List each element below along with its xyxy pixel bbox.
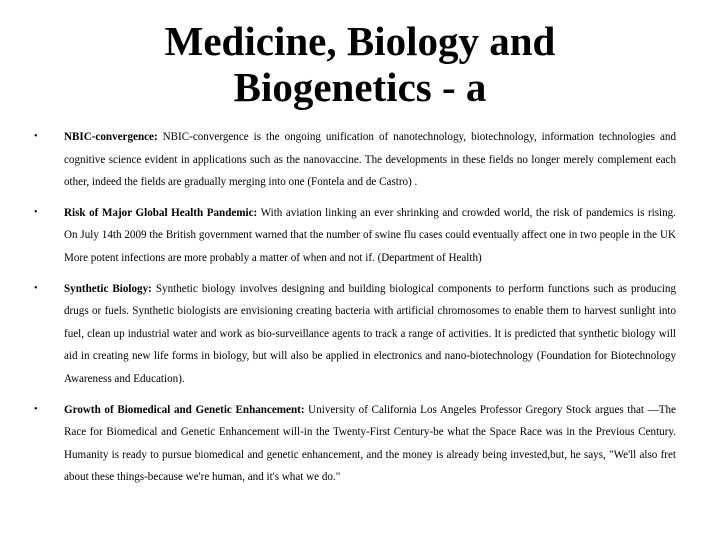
bullet-pandemic-risk: [36, 202, 676, 270]
bullet-dot-icon: •: [34, 206, 38, 218]
bullet-synthetic-biology: [36, 278, 676, 391]
bullet-lead: Synthetic Biology:: [64, 282, 152, 295]
bullet-nbic-convergence: [36, 126, 676, 194]
bullet-dot-icon: •: [34, 131, 38, 142]
bullet-text: University of California Los Angeles Professor Gregory Stock argues that ―The Race for Biomedical and Genetic Enhancement will-in the Twenty-First Century-be what the Space Race was in the Previous Century. Humanity is ready to pursue biomedical and genetic enhancement, and the money is already being invested,but, he says, "We'll also fret about these things-because we're human, and it's what we do.": [64, 403, 676, 484]
bullet-lead: NBIC-convergence:: [64, 131, 158, 143]
bullet-genetic-enhancement: [36, 399, 676, 489]
slide-title-line-2: Biogenetics - a: [233, 64, 487, 110]
bullet-text: With aviation linking an ever shrinking and crowded world, the risk of pandemics is rising. On July 14th 2009 the British government warned that the number of swine flu cases could eventually affect one in two people in the UK More potent infections are more probably a matter of when and not if. (Department of Health): [64, 206, 676, 264]
slide-title-line-1: Medicine, Biology and: [164, 18, 556, 64]
bullet-text: NBIC-convergence is the ongoing unification of nanotechnology, biotechnology, information technologies and cognitive science evident in applications such as the nanovaccine. The developments in these fields no longer merely complement each other, indeed the fields are gradually merging into one (Fontela and de Castro) .: [64, 131, 676, 189]
bullet-text: Synthetic biology involves designing and building biological components to perform functions such as producing drugs or fuels. Synthetic biologists are envisioning creating bacteria with artificial chromosomes to enable them to harvest sunlight into fuel, clean up industrial water and work as bio-surveillance agents to track a range of activities. It is predicted that synthetic biology will aid in creating new life forms in biology, but will also be applied in electronics and nano-biotechnology (Foundation for Biotechnology Awareness and Education).: [64, 282, 676, 385]
bullet-list: [36, 126, 676, 497]
bullet-lead: Growth of Biomedical and Genetic Enhancement:: [64, 403, 305, 416]
bullet-dot-icon: •: [34, 403, 38, 415]
bullet-lead: Risk of Major Global Health Pandemic:: [64, 206, 258, 219]
bullet-dot-icon: •: [34, 282, 38, 294]
slide-title: [60, 18, 660, 110]
